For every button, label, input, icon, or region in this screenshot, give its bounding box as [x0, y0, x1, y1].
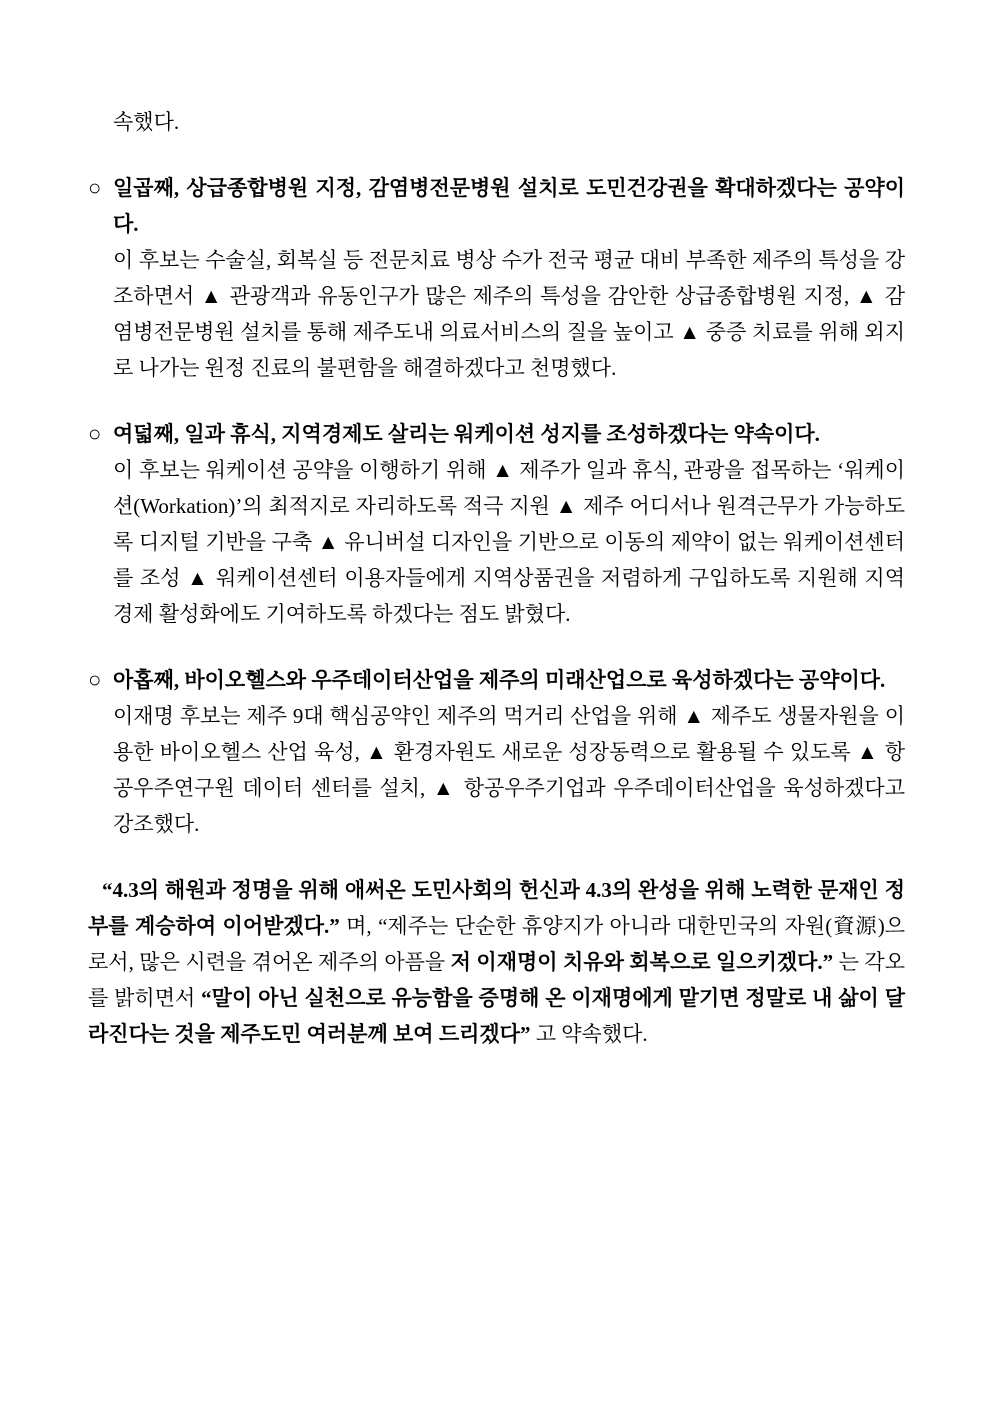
- closing-quote-emphasis: “말이 아닌 실천으로 유능함을 증명해 온 이재명에게 맡기면 정말로 내 삶이 달라진다는 것을 제주도민 여러분께 보여 드리겠다”: [88, 986, 905, 1046]
- pledge-section: [88, 170, 905, 386]
- closing-text: 며, “제주는 단순한 휴양지가 아니라 대한민국의 자원(資源)으로서, 많은 시련을 겪어온 제주의 아픔을: [88, 914, 905, 974]
- section-heading-text: 일곱째, 상급종합병원 지정, 감염병전문병원 설치로 도민건강권을 확대하겠다는 공약이다.: [113, 176, 905, 236]
- pledge-section: [88, 416, 905, 632]
- circle-bullet-icon: ○: [88, 421, 102, 446]
- paragraph-continuation: 속했다.: [113, 110, 180, 134]
- section-body: 이 후보는 워케이션 공약을 이행하기 위해 ▲ 제주가 일과 휴식, 관광을 접목하는 ‘워케이션(Workation)’의 최적지로 자리하도록 적극 지원 ▲ 제주 어디서나 원격근무가 가능하도록 디지털 기반을 구축 ▲ 유니버설 디자인을 기반으로 이동의 제약이 없는 워케이션센터를 조성 ▲ 워케이션센터 이용자들에게 지역상품권을 저렴하게 구입하도록 지원해 지역경제 활성화에도 기여하도록 하겠다는 점도 밝혔다.: [113, 458, 905, 626]
- section-heading: [88, 662, 905, 698]
- section-body: 이 후보는 수술실, 회복실 등 전문치료 병상 수가 전국 평균 대비 부족한 제주의 특성을 강조하면서 ▲ 관광객과 유동인구가 많은 제주의 특성을 감안한 상급종합병원 지정, ▲ 감염병전문병원 설치를 통해 제주도내 의료서비스의 질을 높이고 ▲ 중증 치료를 위해 외지로 나가는 원정 진료의 불편함을 해결하겠다고 천명했다.: [113, 248, 905, 380]
- closing-quote-emphasis: “4.3의 해원과 정명을 위해 애써온 도민사회의 헌신과 4.3의 완성을 위해 노력한 문재인 정부를 계승하여 이어받겠다.”: [88, 878, 905, 938]
- section-heading: [88, 170, 905, 242]
- closing-text: 고 약속했다.: [530, 1022, 648, 1046]
- section-body: 이재명 후보는 제주 9대 핵심공약인 제주의 먹거리 산업을 위해 ▲ 제주도 생물자원을 이용한 바이오헬스 산업 육성, ▲ 환경자원도 새로운 성장동력으로 활용될 수 있도록 ▲ 항공우주연구원 데이터 센터를 설치, ▲ 항공우주기업과 우주데이터산업을 육성하겠다고 강조했다.: [113, 704, 905, 836]
- sections: [88, 170, 905, 842]
- closing-text: 는 각오를 밝히면서: [88, 950, 905, 1010]
- closing-paragraph: [88, 872, 905, 1052]
- section-heading-text: 여덟째, 일과 휴식, 지역경제도 살리는 워케이션 성지를 조성하겠다는 약속이다.: [113, 422, 820, 446]
- pledge-section: [88, 662, 905, 842]
- section-heading-text: 아홉째, 바이오헬스와 우주데이터산업을 제주의 미래산업으로 육성하겠다는 공약이다.: [113, 668, 886, 692]
- circle-bullet-icon: ○: [88, 175, 102, 200]
- closing-quote-emphasis: 저 이재명이 치유와 회복으로 일으키겠다.”: [450, 950, 834, 974]
- circle-bullet-icon: ○: [88, 667, 102, 692]
- section-heading: [88, 416, 905, 452]
